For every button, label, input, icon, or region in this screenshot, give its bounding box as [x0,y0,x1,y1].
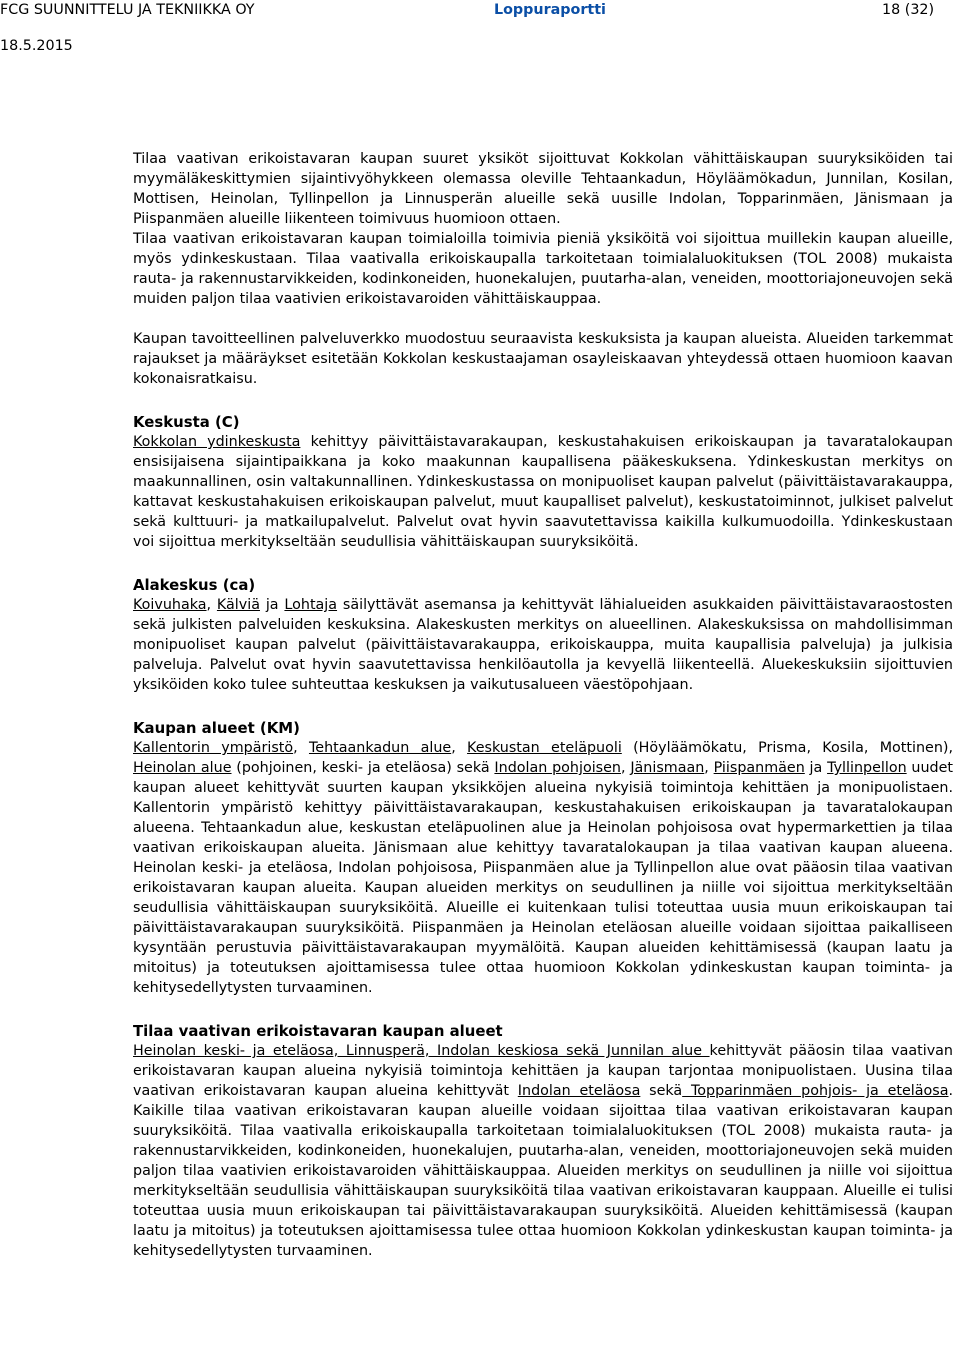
tilaa-vaativan-text-3: . Kaikille tilaa vaativan erikoistavaran kaupan alueille voidaan sijoittaa tilaa vaativan erikoistavaran kaupan suuryksiköitä. Tilaa vaativalla erikoiskaupalla tarkoitetaan toimialaluokituksen (TOL 2008) mukaista rauta- ja rakennustarvikkeiden, kodinkoneiden, huonekalujen, puutarha-alan, veneiden, moottoriajoneuvojen sekä muiden paljon tilaa vaativien erikoistavaroiden vähittäiskauppaa. Alueiden merkitys on seudullinen ja niille voi sijoittua merkitykseltään seudullisia vähittäiskaupan suuryksiköitä tilaa vaativan erikoistavaran kauppaan. Alueille ei tulisi toteuttaa uusia muun erikoiskaupan tai päivittäistavarakaupan suuryksiköitä. Alueiden kehittämisessä (kaupan laatu ja mitoitus) ja toteutuksen ajoittamisessa tulee ottaa huomioon Kokkolan ydinkeskustan kaupan toiminta- ja kehitysedellytysten turvaaminen. [133,1083,954,1259]
intro-paragraph-3: Kaupan tavoitteellinen palveluverkko muodostuu seuraavista keskuksista ja kaupan alueista. Alueiden tarkemmat rajaukset ja määräykset esitetään Kokkolan keskustaajaman osayleiskaavan yhteydessä ottaen huomioon kaavan kokonaisratkaisu. [133,331,953,387]
separator: , [620,760,631,776]
tyllinpelto-link: Tyllinpellon [827,760,907,776]
ydinkeskusta-link: Kokkolan ydinkeskusta [133,434,301,450]
separator: , [293,740,309,756]
keskustan-etelapuoli-link: Keskustan eteläpuoli [467,740,622,756]
tehtaankatu-link: Tehtaankadun alue [308,740,452,756]
intro-paragraph-2: Tilaa vaativan erikoistavaran kaupan toimialoilla toimivia pieniä yksiköitä voi sijoittua muillekin kaupan alueille, myös ydinkeskustaan. Tilaa vaativalla erikoiskaupalla tarkoitetaan toimialaluokituksen (TOL 2008) mukaista rauta- ja rakennustarvikkeiden, kodinkoneiden, huonekalujen, puutarha-alan, veneiden, moottoriajoneuvojen sekä muiden paljon tilaa vaativien erikoistavaroiden vähittäiskauppaa. [133,231,953,307]
separator: , [206,597,217,613]
keskusta-paragraph [133,432,953,552]
indola-etelaosa-link: Indolan eteläosa [517,1083,641,1099]
separator: ja [259,597,285,613]
kaupan-alueet-text-1: (Höyläämökatu, Prisma, Kosila, Mottinen), [621,740,953,756]
lohtaja-link: Lohtaja [284,597,338,613]
alakeskus-paragraph [133,595,953,695]
tilaa-vaativan-text-2: sekä [640,1083,683,1099]
kaupan-alueet-text-3: uudet kaupan alueet kehittyvät suurten kaupan yksikköjen alueina nykyisiä toimintoja kehittäen ja monipuolistaen. Kallentorin ympäristö kehittyy päivittäistavarakaupan, keskustahakuisen erikoiskaupan ja tavaratalokaupan alueena. Tehtaankadun alue, keskustan eteläpuolinen alue ja Heinolan pohjoisosa ovat hypermarkettien ja tilaa vaativan erikoiskaupan alueita. Jänismaan alue kehittyy tavaratalokaupan ja tilaa vaativan kaupan alueena. Heinolan keski- ja eteläosa, Indolan pohjoisosa, Piispanmäen alue ja Tyllinpellon alue ovat pääosin tilaa vaativan erikoistavaran kaupan alueita. Kaupan alueiden merkitys on seudullinen ja niille voi sijoittua merkitykseltään seudullisia vähittäiskaupan suuryksiköitä. Alueille ei kuitenkaan tulisi toteuttaa uusia muun erikoiskaupan tai päivittäistavarakaupan suuryksiköitä. Piispanmäen ja Heinolan eteläosan alueille voidaan sijoittaa paikalliseen kysyntään perustuvia päivittäistavarakaupan myymälöitä. Kaupan alueiden kehittämisessä (kaupan laatu ja mitoitus) ja toteutuksen ajoittamisessa tulee ottaa huomioon Kokkolan ydinkeskustan kaupan toiminta- ja kehitysedellytysten turvaaminen. [133,760,954,996]
report-title: Loppuraportti [494,2,606,18]
company-name: FCG SUUNNITTELU JA TEKNIIKKA OY [0,2,255,18]
kaupan-alueet-text-2: (pohjoinen, keski- ja eteläosa) sekä [231,760,495,776]
indola-pohjoinen-link: Indolan pohjoisen [494,760,621,776]
tilaa-vaativan-paragraph [133,1041,953,1261]
section-alakeskus [133,575,953,695]
intro-paragraph-1: Tilaa vaativan erikoistavaran kaupan suuret yksiköt sijoittuvat Kokkolan vähittäiskaupan suuryksiköiden tai myymäläkeskittymien sijaintivyöhykkeen olemassa oleville Tehtaankadun, Höyläämökadun, Junnilan, Kosilan, Mottisen, Heinolan, Tyllinpellon ja Linnusperän alueille sekä uusille Indolan, Topparinmäen, Jänismaan ja Piispanmäen alueille liikenteen toimivuus huomioon ottaen. [133,151,953,227]
alakeskus-text: säilyttävät asemansa ja kehittyvät lähialueiden asukkaiden päivittäistavaraostosten sekä julkisten palveluiden keskuksina. Alakeskusten merkitys on alueellinen. Alakeskuksissa on mahdollisimman monipuoliset kaupan palvelut (päivittäistavarakauppa, erikoiskauppa, muita kaupallisia palveluja) ja julkisia palveluja. Palvelut ovat hyvin saavutettavissa henkilöautolla ja kevyellä liikenteellä. Aluekeskuksiin sijoittuvien yksiköiden koko tulee suhteuttaa keskuksen ja vaikutusalueen väestöpohjaan. [133,597,953,693]
heinola-linnuspera-link: Heinolan keski- ja eteläosa, Linnusperä, Indolan keskiosa sekä Junnilan alue [133,1043,710,1059]
tilaa-vaativan-text-1: kehittyvät pääosin tilaa vaativan erikoistavaran kaupan alueina nykyisiä toimintoja kehittäen ja kaupan tarjontaa monipuolistaen. Uusina tilaa vaativan erikoistavaran kaupan alueina kehittyvät [133,1043,953,1099]
section-kaupan-alueet [133,718,953,998]
separator: , [704,760,714,776]
document-body [133,149,953,1261]
keskusta-text: kehittyy päivittäistavarakaupan, keskustahakuisen erikoiskaupan ja tavaratalokaupan ensisijaisena sijaintipaikkana ja koko maakunnan kaupallisena pääkeskuksena. Ydinkeskustan merkitys on maakunnallinen, osin valtakunnallinen. Ydinkeskustassa on monipuoliset kaupan palvelut (päivittäistavarakauppa, kattavat keskustahakuisen erikoiskaupan palvelut, muut kaupalliset palvelut), keskustatoiminnot, julkiset palvelut sekä kulttuuri- ja matkailupalvelut. Palvelut ovat hyvin saavutettavissa kaikilla kulkumuodoilla. Ydinkeskustaan voi sijoittua merkitykseltään seudullisia vähittäiskaupan suuryksiköitä. [133,434,953,550]
kallentori-link: Kallentorin ympäristö [133,740,294,756]
kalvia-link: Kälviä [216,597,260,613]
kaupan-alueet-paragraph [133,738,953,998]
section-heading-alakeskus: Alakeskus (ca) [133,576,256,594]
page-header [0,0,960,56]
heinola-link: Heinolan alue [133,760,232,776]
janismaa-link: Jänismaan [630,760,705,776]
section-keskusta [133,412,953,552]
section-heading-tilaa-vaativan: Tilaa vaativan erikoistavaran kaupan alueet [133,1022,503,1040]
separator: ja [804,760,828,776]
report-date: 18.5.2015 [0,38,73,54]
page-number: 18 (32) [882,2,935,18]
piispanmaki-link: Piispanmäen [713,760,805,776]
section-heading-keskusta: Keskusta (C) [133,413,240,431]
section-heading-kaupan-alueet: Kaupan alueet (KM) [133,719,300,737]
section-tilaa-vaativan [133,1021,953,1261]
topparinmaki-link: Topparinmäen pohjois- ja eteläosa [682,1083,949,1099]
separator: , [451,740,468,756]
koivuhaka-link: Koivuhaka [133,597,207,613]
